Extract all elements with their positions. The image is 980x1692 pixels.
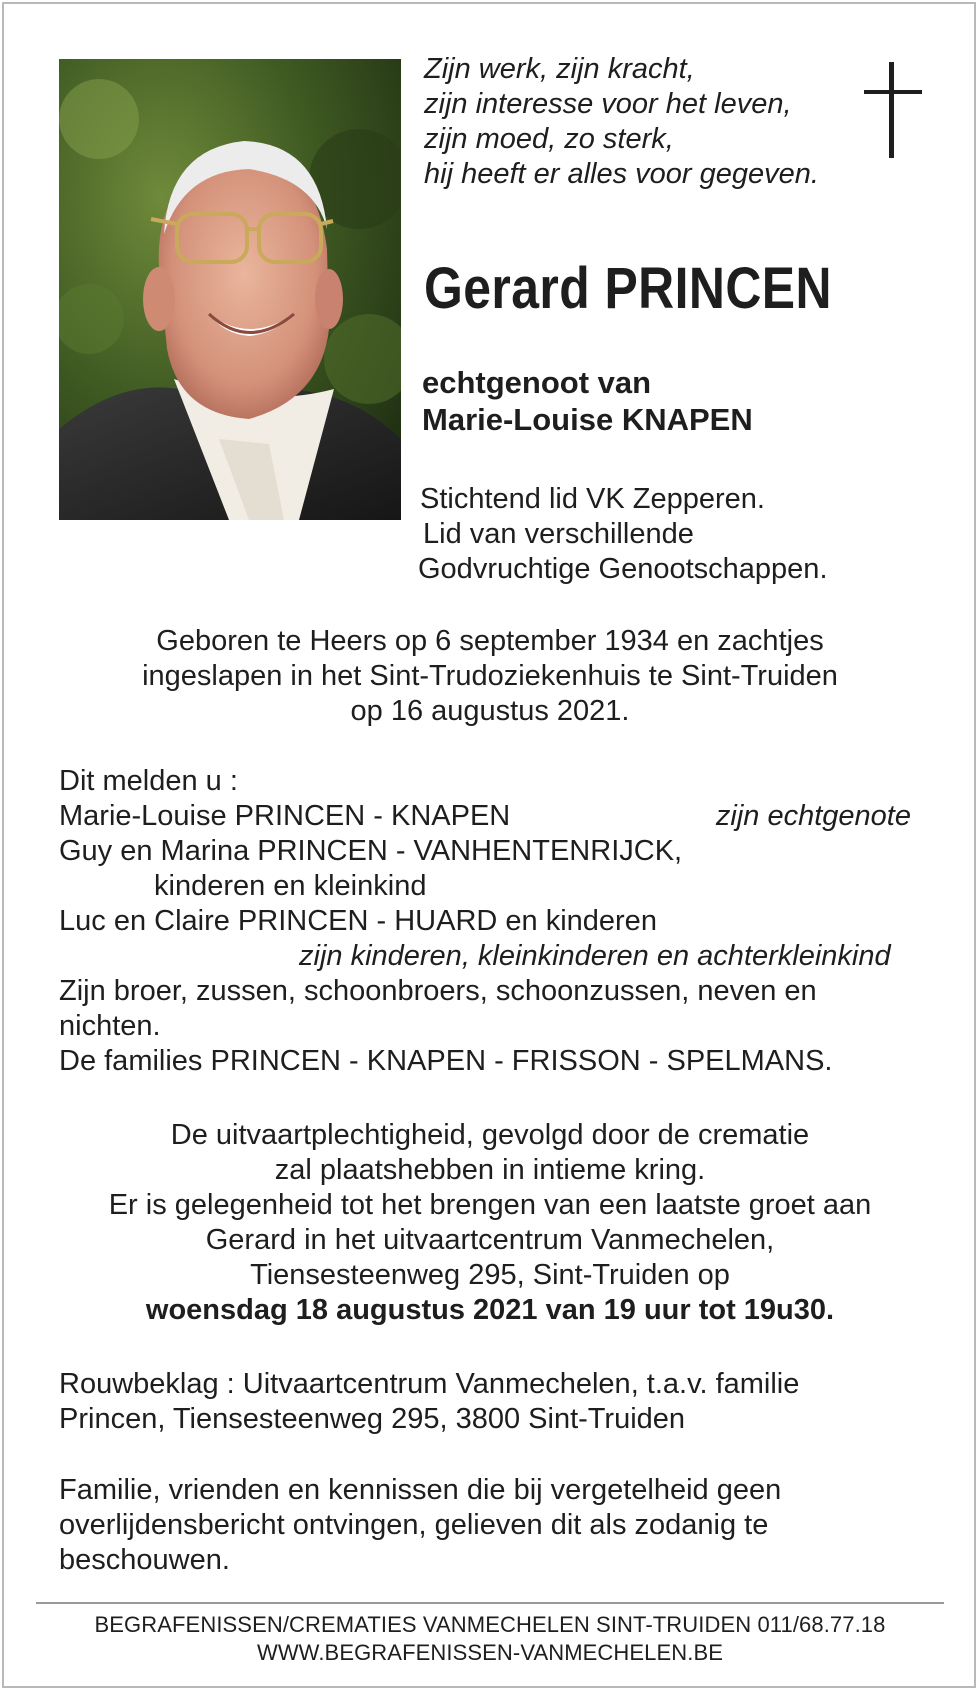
child-line: Guy en Marina PRINCEN - VANHENTENRIJCK, — [59, 835, 683, 867]
family-notice — [59, 764, 919, 1079]
condolence-line: Princen, Tiensesteenweg 295, 3800 Sint-Truiden — [59, 1403, 686, 1435]
family-note-line: overlijdensbericht ontvingen, gelieven dit als zodanig te — [59, 1509, 769, 1541]
condolence-address — [59, 1367, 919, 1437]
footer-divider — [36, 1602, 944, 1604]
birth-death-info — [60, 624, 920, 729]
child-note: kinderen en kleinkind — [154, 870, 427, 902]
families-line: De families PRINCEN - KNAPEN - FRISSON - SPELMANS. — [59, 1045, 833, 1077]
child-line: Luc en Claire PRINCEN - HUARD en kinderen — [59, 905, 657, 937]
ceremony-info — [60, 1118, 920, 1328]
family-note-line: beschouwen. — [59, 1544, 230, 1576]
memberships — [420, 482, 828, 587]
ceremony-line: Tiensesteenweg 295, Sint-Truiden op — [250, 1259, 730, 1291]
footer-website: WWW.BEGRAFENISSEN-VANMECHELEN.BE — [256, 1640, 724, 1665]
ceremony-line: De uitvaartplechtigheid, gevolgd door de crematie — [170, 1119, 810, 1151]
poem-line: zijn interesse voor het leven, — [424, 88, 792, 120]
children-role: zijn kinderen, kleinkinderen en achterkleinkind — [299, 940, 891, 972]
birth-line: Geboren te Heers op 6 september 1934 en zachtjes — [156, 625, 824, 657]
wife-role: zijn echtgenote — [715, 800, 911, 832]
poem-line: hij heeft er alles voor gegeven. — [424, 158, 819, 190]
siblings-line: Zijn broer, zussen, schoonbroers, schoonzussen, neven en — [59, 975, 817, 1007]
ceremony-line: Er is gelegenheid tot het brengen van een laatste groet aan — [108, 1189, 872, 1221]
portrait-photo — [59, 59, 401, 520]
membership-line: Stichtend lid VK Zepperen. — [420, 483, 765, 515]
notice-intro: Dit melden u : — [59, 765, 238, 797]
ceremony-line: Gerard in het uitvaartcentrum Vanmechelen, — [205, 1224, 775, 1256]
ceremony-date: woensdag 18 augustus 2021 van 19 uur tot 19u30. — [145, 1294, 835, 1326]
spouse-line: echtgenoot van — [422, 365, 652, 400]
wife-name: Marie-Louise PRINCEN - KNAPEN — [59, 800, 511, 832]
birth-line: op 16 augustus 2021. — [350, 695, 630, 727]
condolence-line: Rouwbeklag : Uitvaartcentrum Vanmechelen, t.a.v. familie — [59, 1368, 800, 1400]
birth-line: ingeslapen in het Sint-Trudoziekenhuis te Sint-Truiden — [142, 660, 838, 692]
deceased-name: Gerard PRINCEN — [424, 256, 832, 321]
spouse-info — [422, 364, 753, 438]
family-note-line: Familie, vrienden en kennissen die bij vergetelheid geen — [59, 1474, 782, 1506]
footer-company: BEGRAFENISSEN/CREMATIES VANMECHELEN SINT-TRUIDEN 011/68.77.18 — [94, 1612, 886, 1637]
footer — [36, 1611, 944, 1667]
poem-line: Zijn werk, zijn kracht, — [424, 53, 695, 85]
memorial-poem — [424, 52, 819, 192]
membership-line: Godvruchtige Genootschappen. — [418, 553, 828, 585]
membership-line: Lid van verschillende — [423, 518, 694, 550]
siblings-line: nichten. — [59, 1010, 161, 1042]
cross-icon — [864, 62, 922, 158]
spouse-name: Marie-Louise KNAPEN — [422, 402, 753, 437]
family-note — [59, 1473, 919, 1578]
ceremony-line: zal plaatshebben in intieme kring. — [274, 1154, 706, 1186]
notice-wife-row — [59, 799, 919, 834]
poem-line: zijn moed, zo sterk, — [424, 123, 674, 155]
